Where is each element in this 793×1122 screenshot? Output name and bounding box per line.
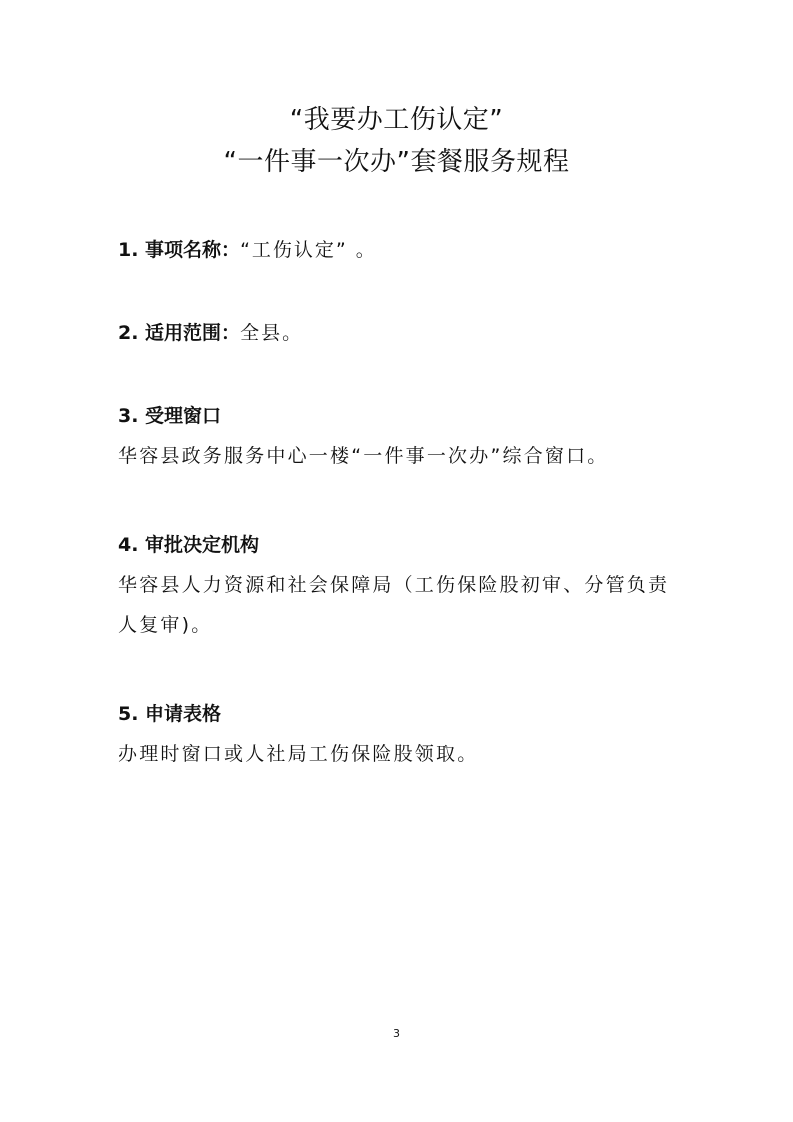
section-acceptance-window: [118, 402, 688, 476]
section-body-line-2: 人复审)。: [118, 614, 213, 636]
section-heading-value: “工伤认定” 。: [240, 239, 377, 261]
section-heading-label: 2. 适用范围：: [118, 322, 241, 344]
section-item-name: [118, 236, 688, 264]
section-heading: 5. 申请表格: [118, 703, 222, 725]
section-body-line: 办理时窗口或人社局工伤保险股领取。: [118, 743, 479, 765]
page-number: 3: [393, 1027, 400, 1040]
section-heading: 3. 受理窗口: [118, 405, 222, 427]
section-application-form: [118, 700, 688, 774]
section-heading-value: 全县。: [240, 322, 304, 344]
document-title-line-1: “我要办工伤认定”: [289, 105, 504, 135]
section-body-line-1: 华容县人力资源和社会保障局（工伤保险股初审、分管负责: [118, 574, 670, 596]
document-title-line-2: “一件事一次办”套餐服务规程: [223, 147, 570, 177]
section-approval-authority: [118, 531, 688, 645]
section-heading: 4. 审批决定机构: [118, 534, 260, 556]
section-heading: [118, 236, 688, 264]
section-scope: [118, 319, 688, 347]
section-heading-label: 1. 事项名称：: [118, 239, 241, 261]
section-body-line: 华容县政务服务中心一楼“一件事一次办”综合窗口。: [118, 445, 609, 467]
section-body-line: [118, 565, 688, 645]
section-heading: [118, 319, 688, 347]
